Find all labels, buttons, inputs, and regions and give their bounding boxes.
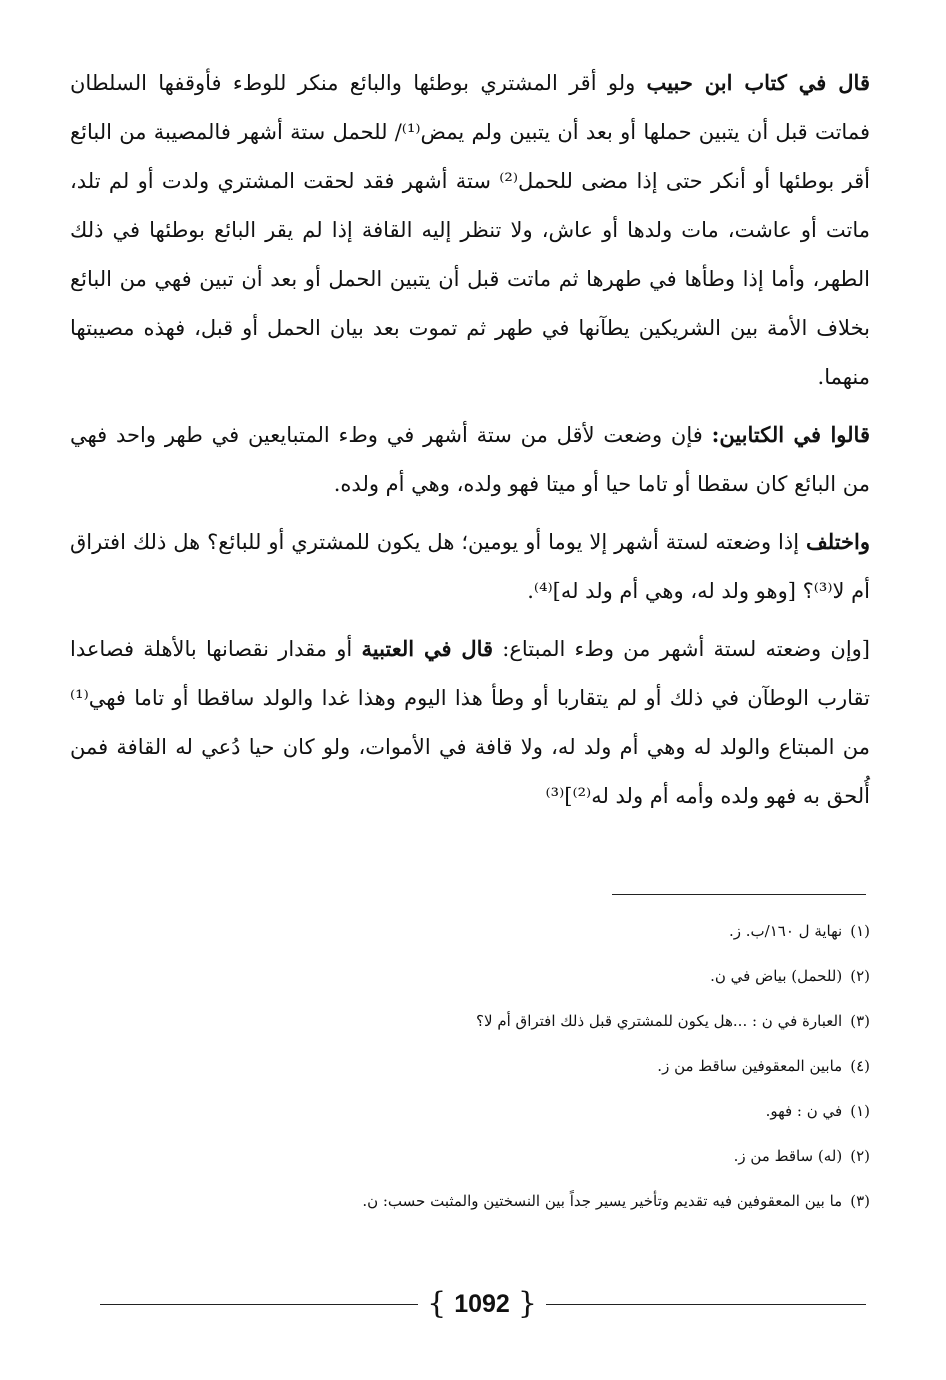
paragraph-text: فإن وضعت لأقل من ستة أشهر في وطء المتبايعين في طهر واحد فهي من البائع كان سقطا أو تاما حيا أو ميتا فهو ولده، وهي أم ولده.	[70, 423, 870, 496]
paragraph-lead: قالوا في الكتابين:	[711, 422, 870, 447]
page-number-box	[422, 1284, 542, 1324]
footnote-number: (١)	[850, 1102, 870, 1120]
footnote-number: (٢)	[850, 1147, 870, 1165]
paragraph-lead: واختلف	[806, 529, 870, 554]
paragraph-text: ولو أقر المشتري بوطئها والبائع منكر للوطء فأوقفها السلطان فماتت قبل أن يتبين حملها أو بعد أن يتبين ولم يمض⁽¹⁾/ للحمل ستة أشهر فالمصيبة من البائع أقر بوطئها أو أنكر حتى إذا مضى للحمل⁽²⁾ ستة أشهر فقد لحقت المشتري ولدت أو لم تلد، ماتت أو عاشت، مات ولدها أو عاش، ولا تنظر إليه القافة إذا لم يقر البائع بوطئها في ذلك الطهر، وأما إذا وطأها في طهرها ثم ماتت قبل أن يتبين الحمل أو بعد أن تبين فهي من البائع بخلاف الأمة بين الشريكين يطآنها في طهر ثم تموت بعد بيان الحمل أو قبل، فهذه مصيبتها منهما.	[70, 71, 870, 389]
footnote-text: (للحمل) بياض في ن.	[710, 967, 843, 985]
footnote-number: (٣)	[850, 1192, 870, 1210]
paragraph	[70, 517, 870, 616]
footnote-separator	[612, 894, 866, 895]
main-text	[70, 58, 870, 829]
footnote-text: ما بين المعقوفين فيه تقديم وتأخير يسير جداً بين النسختين والمثبت حسب: ن.	[362, 1192, 843, 1210]
paragraph	[70, 58, 870, 402]
footnote	[70, 965, 870, 1010]
footnote-number: (٣)	[850, 1012, 870, 1030]
footnote-number: (٢)	[850, 967, 870, 985]
footnote-text: في ن : فهو.	[765, 1102, 843, 1120]
footnote-number: (٤)	[850, 1057, 870, 1075]
paragraph	[70, 624, 870, 821]
paragraph-pre: [وإن وضعته لستة أشهر من وطء المبتاع:	[493, 637, 870, 661]
brace-close: }	[517, 1286, 537, 1321]
footnotes	[70, 920, 870, 1235]
paragraph-lead: قال في كتاب ابن حبيب	[646, 70, 870, 95]
footnote	[70, 1010, 870, 1055]
footnote	[70, 1190, 870, 1235]
footer-rule-right	[546, 1304, 866, 1305]
footnote	[70, 920, 870, 965]
paragraph	[70, 410, 870, 509]
paragraph-lead: قال في العتبية	[361, 636, 494, 661]
footnote	[70, 1055, 870, 1100]
paragraph-text: إذا وضعته لستة أشهر إلا يوما أو يومين؛ هل يكون للمشتري أو للبائع؟ هل ذلك افتراق أم لا⁽³⁾؟ [وهو ولد له، وهي أم ولد له]⁽⁴⁾.	[70, 530, 870, 603]
footnote	[70, 1145, 870, 1190]
footnote-text: العبارة في ن : ...هل يكون للمشتري قبل ذلك افتراق أم لا؟	[476, 1012, 843, 1030]
paragraph-text: أو مقدار نقصانها بالأهلة فصاعدا تقارب الوطآن في ذلك أو لم يتقاربا أو وطأ هذا اليوم وهذا غدا والولد ساقطا أو تاما فهي⁽¹⁾ من المبتاع والولد له وهي أم ولد له، ولا قافة في الأموات، ولو كان حيا دُعي له القافة فمن أُلحق به فهو ولده وأمه أم ولد له⁽²⁾]⁽³⁾	[70, 637, 870, 808]
footnote	[70, 1100, 870, 1145]
footnote-text: نهاية ل ١٦٠/ب. ز.	[729, 922, 843, 940]
brace-open: {	[427, 1286, 447, 1321]
page-number: 1092	[454, 1290, 510, 1318]
page-footer	[100, 1284, 866, 1324]
footnote-text: مابين المعقوفين ساقط من ز.	[657, 1057, 843, 1075]
footnote-number: (١)	[850, 922, 870, 940]
footnote-text: (له) ساقط من ز.	[733, 1147, 843, 1165]
footer-rule-left	[100, 1304, 418, 1305]
